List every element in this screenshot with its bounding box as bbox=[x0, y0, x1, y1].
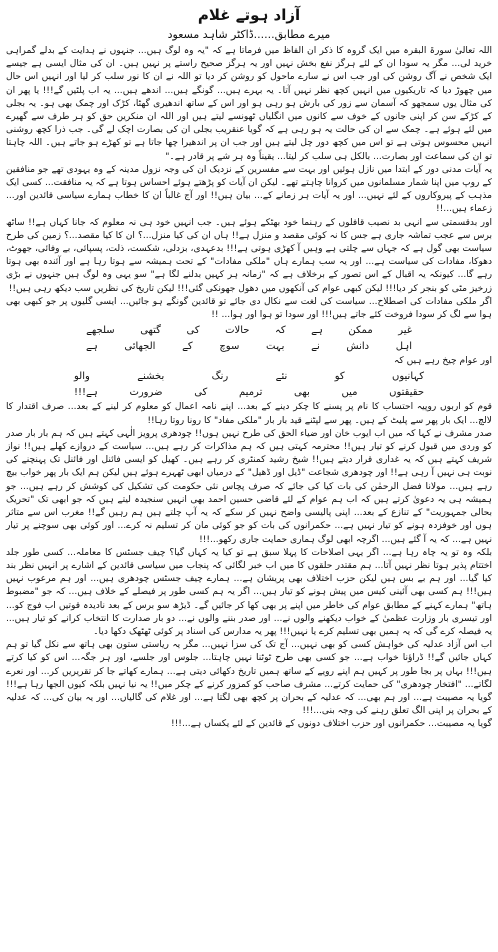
verse-word: دانش bbox=[346, 341, 370, 353]
verse-word: نئے bbox=[275, 371, 288, 383]
paragraph-7: بلکہ وہ تو یہ چاہ رہا ہے... اگر یہی اصلاحات کا پہلا سبق ہے تو کیا یہ کہاں گیا؟ چیف جسٹس کا معاملہ... کسی طور جلد اختتام پذیر ہوتا نظر نہیں آتا... ہم مقتدر حلقوں کا میں اب خبر لگائی کہ پنجاب میں سیاسی قائدین کے اشارے پر انہیں نظر بند کیا گیا... اور ہم بے بس ہیں لیکن حزب اختلاف بھی پریشان ہے... ہمارے چیف جسٹس چودھری ہیں... اور ہم مرعوب نہیں ہیں!!! ہم کسی بھی آئینی کیس میں پیش ہونے کو تیار ہیں... اگر یہ ہم کسی طور پر فیصلے کے خلاف ہیں... کہ جو "مضبوط ہاتھ" ہمارے کہنے کے مطابق عوام کی خاطر میں اپنے پر بھی کھا کر جائیں گے۔ ڈیڑھ سو برس کے بعد نادیدہ قوتیں اب فوج کو... اور تیسری بار وزارت عظمیٰ کے خواب دیکھنے والوں نے... اور صدر بننے والوں نے... دو بار صدارت کا انتخاب کرانے کو تیار ہیں... یہ فیصلہ کرے گی کہ یہ ہمیں بھی تسلیم کرے یا نہیں!!! پھر یہ مدارس کی اسناد پر کوئی ٹھٹھک دکھا دیا۔ bbox=[6, 547, 492, 637]
column-byline: میرے مطابق......ڈاکٹر شاہد مسعود bbox=[167, 28, 331, 41]
verse-2-line-1 bbox=[6, 369, 492, 384]
verse-word: غیر bbox=[398, 325, 412, 337]
verse-1-line-2 bbox=[6, 339, 492, 354]
verse-word: بہت bbox=[265, 341, 285, 353]
paragraph-2: یہ آیات مدنی دور کے ابتدا میں نازل ہوئیں اور بہت سے مفسرین کے نزدیک ان کی وجہ نزول مدینہ کے وہ یہودی تھے جو منافقین کے روپ میں اپنا شمار مسلمانوں میں کروانا چاہتے تھے۔ لیکن ان آیات کو پڑھتے ہوئے احساس ہوتا ہے کہ یہ منافقت... کسی ایک مذہب کے پیروکاروں کے لئے نہیں... اور یہ آیات ہر زمانے کے... بیان ہیں!! اور آج غالباً ان کا خطاب ہمارے سیاسی قائدین اور... زعماء ہیں...!! bbox=[5, 164, 492, 215]
verse-word: اہل bbox=[395, 341, 412, 353]
paragraph-8: اب اس آزاد عدلیہ کی خواہش کسی کو بھی نہیں... آج تک کی سزا نہیں... مگر یہ ریاستی ستون بھی ہاتھ سے نکل گیا تو ہم کہاں جائیں گے!! ڈراؤنا خواب ہے... جو کسی بھی طرح ٹوٹنا نہیں چاہتا... جلوس اور جلسے، اور ہر جگہ... اس کو کیا کرتے ہیں!!! بہاں پر بجا طور پر کہیں ہم اپنے رویے کے ساتھ ہمیں تاریخ دکھائی دیتی ہے... ہمارے کھاتے جا کر تقریریں کر... اور نعرے لگاتے... "افتخار چودھری" کی حمایت کرتے... مشرف صاحب کو کمزور کرنے کے چکر میں!! یہ نیا نہیں بلکہ کیوں الجھا رہا ہے!!! گویا یہ مصیبت ہے... اور ہم بھی... کہ عدلیہ کے بحران پر کچھ بھی لگتا ہے... اور غلام کی گالیاں... اور یہ بیان کی... کہ عدلیہ کے بحران پر اپنی الگ تعلق رہنے کی وجہ بنی...!!! bbox=[6, 640, 492, 717]
paragraph-3: اور بدقسمتی سے انہی بد نصیب قافلوں کے رہنما خود بھٹکے ہوئے ہیں۔ جب انہیں خود ہی نہ معلوم کہ جانا کہاں ہے!! ساٹھ برس سے عجب تماشہ جاری ہے جس کا نہ کوئی مقصد و منزل ہے!! ہاں ان کی کیا منزل...؟ ان کا کیا مقصد...؟ زمین کی طرح سیاست بھی گول ہے کہ جہاں سے چلتی ہے وہیں آ کھڑی ہوتی ہے!!! بدعہدی، بزدلی، شکست، ذلت، پسپائی، بے وفائی، جھوٹ، دھوکا، مفادات کی سیاست ہے... اور یہ سب ہمارے ہاں "ملکی مفادات" کے تحت ہمیشہ سے ہوتا رہا ہے اور آئندہ بھی ہوتا رہے گا... کیونکہ یہ اقبال کے اس تصور کے برخلاف ہے کہ "زمانہ ہر کہیں بدلنے لگا ہے" سو یہی وہ لوگ ہیں جنہوں نے بڑی زرخیز مٹی کو بنجر کر دیا!!! لیکن کبھی عوام کی آنکھوں میں دھول جھونکی گئی!!! لیکن تاریخ کی نظریں سب دیکھ رہی ہیں!! bbox=[6, 217, 492, 294]
verse-word: کی bbox=[186, 325, 200, 337]
verse-word: بخشنے bbox=[137, 371, 165, 383]
verse-word: کہانیوں bbox=[392, 371, 424, 383]
verse-word: گتھی bbox=[140, 325, 161, 337]
paragraph-9: گویا یہ مصیبت... حکمرانوں اور حزب اختلاف دونوں کے قائدین کے لئے یکساں ہے...!!! bbox=[171, 719, 492, 730]
verse-word: سوچ bbox=[219, 341, 240, 353]
verse-word: ممکن bbox=[348, 325, 373, 337]
verse-2-line-2 bbox=[6, 385, 492, 400]
paragraph-4: اگر ملکی مفادات کی اصطلاح... سیاست کی لغت سے نکال دی جائے تو قائدین گونگے ہو جائیں... ایسی گلیوں پر جو کبھی بھی ہوا سے لگ کر سودا فروخت کئے جاتے ہیں!!! اور سودا تو ہوا اور ہوا... !! bbox=[6, 296, 492, 321]
verse-word: الجھائی bbox=[124, 341, 156, 353]
verse-word: ہے bbox=[311, 325, 323, 337]
verse-word: کو bbox=[334, 371, 345, 383]
verse-word: والو bbox=[74, 371, 90, 383]
verse-word: سلجھے bbox=[86, 325, 115, 337]
paragraph-1: اللہ تعالیٰ سورۃ البقرہ میں ایک گروہ کا ذکر ان الفاظ میں فرماتا ہے کہ "یہ وہ لوگ ہیں... جنہوں نے ہدایت کے بدلے گمراہی خرید لی... مگر یہ سودا ان کے لئے ہرگز نفع بخش نہیں اور یہ ہرگز صحیح راستے پر نہیں ہیں۔ ان کی مثال ایسی ہے جیسے ایک شخص نے آگ روشن کی اور جب اس نے سارے ماحول کو روشن کر دیا تو اللہ نے ان کا نور سلب کر لیا اور انہیں اس حال میں چھوڑ دیا کہ تاریکیوں میں انہیں کچھ نظر نہیں آتا۔ یہ بہرے ہیں... گونگے ہیں... اندھے ہیں... یہ اب پلٹیں گے!!! یا پھر ان کی مثال یوں سمجھو کہ آسمان سے زور کی بارش ہو رہی ہو اور اس کے ساتھ اندھیری گھٹا، کڑک اور چمک بھی ہو۔ یہ بجلی کے کڑکے سن کر اپنی جانوں کے خوف سے کانوں میں انگلیاں ٹھونسے لیتے ہیں اور اللہ ان منکرین حق کو ہر طرف سے گھیرے میں لئے ہوئے ہے۔ چمک سے ان کی حالت یہ ہو رہی ہے کہ گویا عنقریب بجلی ان کی بصارت اچک لے گی۔ جب ذرا کچھ روشنی انہیں محسوس ہوتی ہے تو اس میں کچھ دور چل لیتے ہیں اور جب ان پر اندھیرا چھا جاتا ہے تو کھڑے ہو جاتے ہیں۔ اللہ چاہتا تو ان کی سماعت اور بصارت... بالکل ہی سلب کر لیتا... یقیناً وہ ہر شے پر قادر ہے۔" bbox=[6, 46, 492, 162]
verse-word: نے bbox=[311, 341, 320, 353]
verse-word: حقیقتوں bbox=[389, 387, 424, 399]
verse-word: کے bbox=[182, 341, 193, 353]
paragraph-5: قوم کو اربوں روپیہ احتساب کا نام پر پسنے کا چکر دینے کے بعد... اپنے نامہ اعمال کو معلوم کر لینے کے بعد... صرف اقتدار کا لالچ... ایک بار پھر سے پلیٹ کے ہیں۔ پھر سے لپٹنے قید بار بار "ملکی مفاد" کا رونا روتا رہا!! bbox=[6, 402, 492, 426]
verse-word: کی bbox=[194, 387, 208, 399]
verse-word: ضرورت bbox=[129, 387, 163, 399]
verse-word: میں bbox=[341, 387, 358, 399]
verse-1-line-1 bbox=[6, 323, 492, 338]
verse-word: کہ bbox=[275, 325, 286, 337]
verse-word: رنگ bbox=[211, 371, 229, 383]
verse-word: ترمیم bbox=[239, 387, 263, 399]
verse-word: ہے!!! bbox=[74, 387, 98, 399]
column-title: آزاد ہوتے غلام bbox=[197, 6, 301, 24]
verse-word: حالات bbox=[225, 325, 250, 337]
verse-word: بھی bbox=[294, 387, 310, 399]
verse-word: ہے bbox=[86, 341, 98, 353]
verse-intro: اور عوام چیخ رہے ہیں کہ bbox=[394, 356, 492, 367]
paragraph-6: صدر مشرف نے کہا کہ میں اب ایوب خان اور ضیاء الحق کی طرح نہیں ہوں!! چودھری پرویز الٰہی کہتے ہیں کہ ہم بار بار صدر کو وردی میں قبول کرنے کو تیار ہیں!! محترمہ کہتی ہیں کہ ہم مذاکرات کر رہے ہیں... سیاست کے دروازے کھلے ہیں!! نواز شریف کہتے ہیں کہ یہ غداری قرار دیتے ہیں!! شیخ رشید کمنٹری کر رہے ہیں۔ کھیل کو ایسی فائنل اور فائنل تک پہنچنے کی نوبت ہی نہیں آ رہی ہے!! اور چودھری شجاعت "ڈیل اور ڈھیل" کے درمیاں ابھی ٹھہرے ہوئے ہیں لیکن ہم ایک بار پھر خواب بیچ رہے ہیں... مولانا فضل الرحمٰن کی بات کیا کی جائے کہ صرف پچاس نئی حکومت کی تشکیل کی کوشش کر رہے ہیں... جو ہمیشہ ہی یہ دعویٰ کرتے ہیں کہ اب ہم عوام کے لئے قاضی حسین احمد بھی انہیں سنجیدہ لیتے ہیں کہ جو ابھی تک "تحریک بحالی جمہوریت" کے تنازع کے بعد... اپنی پالیسی واضح نہیں کر سکے کہ یہ آپ چلتے ہیں ہم رہیں گے!! مغرب اس سے متاثر ہوں اور خوفزدہ ہونے کو تیار نہیں ہے... حکمرانوں کی بات کو جو کوئی مان کر تسلیم نہ کرے... اور کوئی بھی سوچنے پر تیار نہیں ہے... کہ یہ آ گئے ہیں... اگرچہ ابھی لوگ ہماری حمایت جاری رکھو...!!! bbox=[6, 428, 492, 545]
